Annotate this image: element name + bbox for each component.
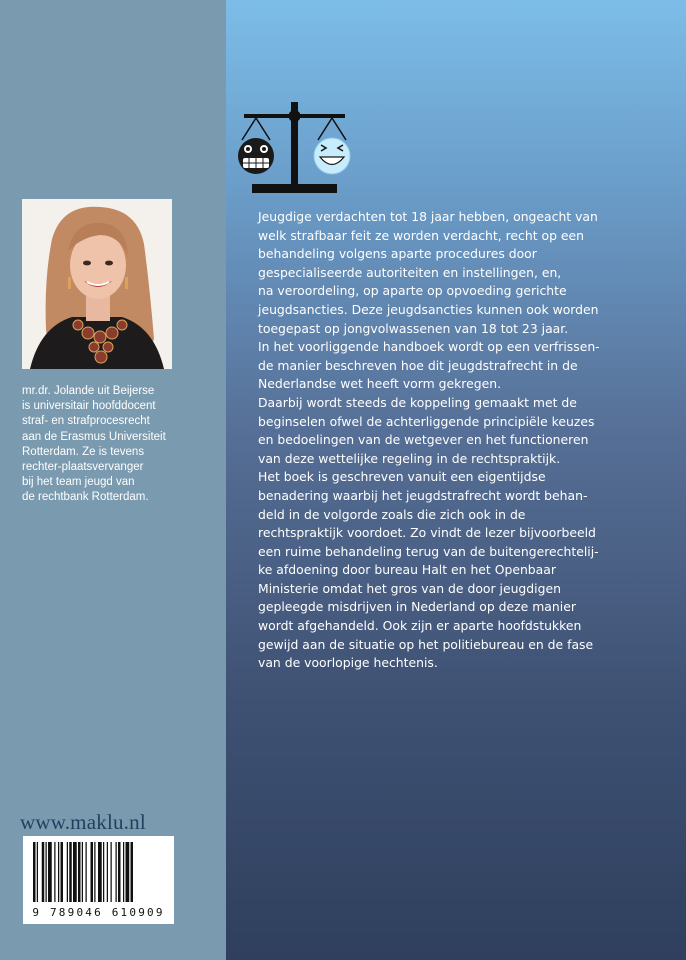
happy-face-icon [314, 138, 350, 174]
grimace-face-icon [238, 138, 274, 174]
publisher-url: www.maklu.nl [20, 810, 146, 834]
barcode-number: 9 789046 610909 [32, 906, 165, 919]
author-bio: mr.dr. Jolande uit Beijerse is universitair hoofddocent straf- en strafprocesrecht aan de Erasmus Universiteit Rotterdam. Ze is tevens rechter-plaatsvervanger bij het team jeugd van de rechtbank Rotterdam. [22, 385, 166, 504]
scales-of-justice-icon [232, 96, 357, 196]
portrait-image [22, 199, 172, 369]
barcode [23, 836, 174, 924]
author-photo [22, 199, 172, 369]
back-cover-blurb: Jeugdige verdachten tot 18 jaar hebben, ongeacht van welk strafbaar feit ze worden verdacht, recht op een behandeling volgens aparte procedures door gespecialiseerde autoriteiten en instellingen, en, na veroordeling, op aparte op opvoeding gerichte jeugdsancties. Deze jeugdsancties kunnen ook worden toegepast op jongvolwassenen van 18 tot 23 jaar. In het voorliggende handboek wordt op een verfrissen- de manier beschreven hoe dit jeugdstrafrecht in de Nederlandse wet heeft vorm gekregen. Daarbij wordt steeds de koppeling gemaakt met de beginselen ofwel de achterliggende principiële keuzes en bedoelingen van de wetgever en het functioneren van deze wettelijke regeling in de rechtspraktijk. Het boek is geschreven vanuit een eigentijdse benadering waarbij het jeugdstrafrecht wordt behan- deld in de volgorde zoals die zich ook in de rechtspraktijk voordoet. Zo vindt de lezer bijvoorbeeld een ruime behandeling terug van de buitengerechtelij- ke afdoening door bureau Halt en het Openbaar Ministerie omdat het gros van de door jeugdigen gepleegde misdrijven in Nederland op deze manier wordt afgehandeld. Ook zijn er aparte hoofdstukken gewijd aan de situatie op het politiebureau en de fase van de voorlopige hechtenis. [258, 209, 600, 671]
barcode-bars [23, 836, 174, 906]
